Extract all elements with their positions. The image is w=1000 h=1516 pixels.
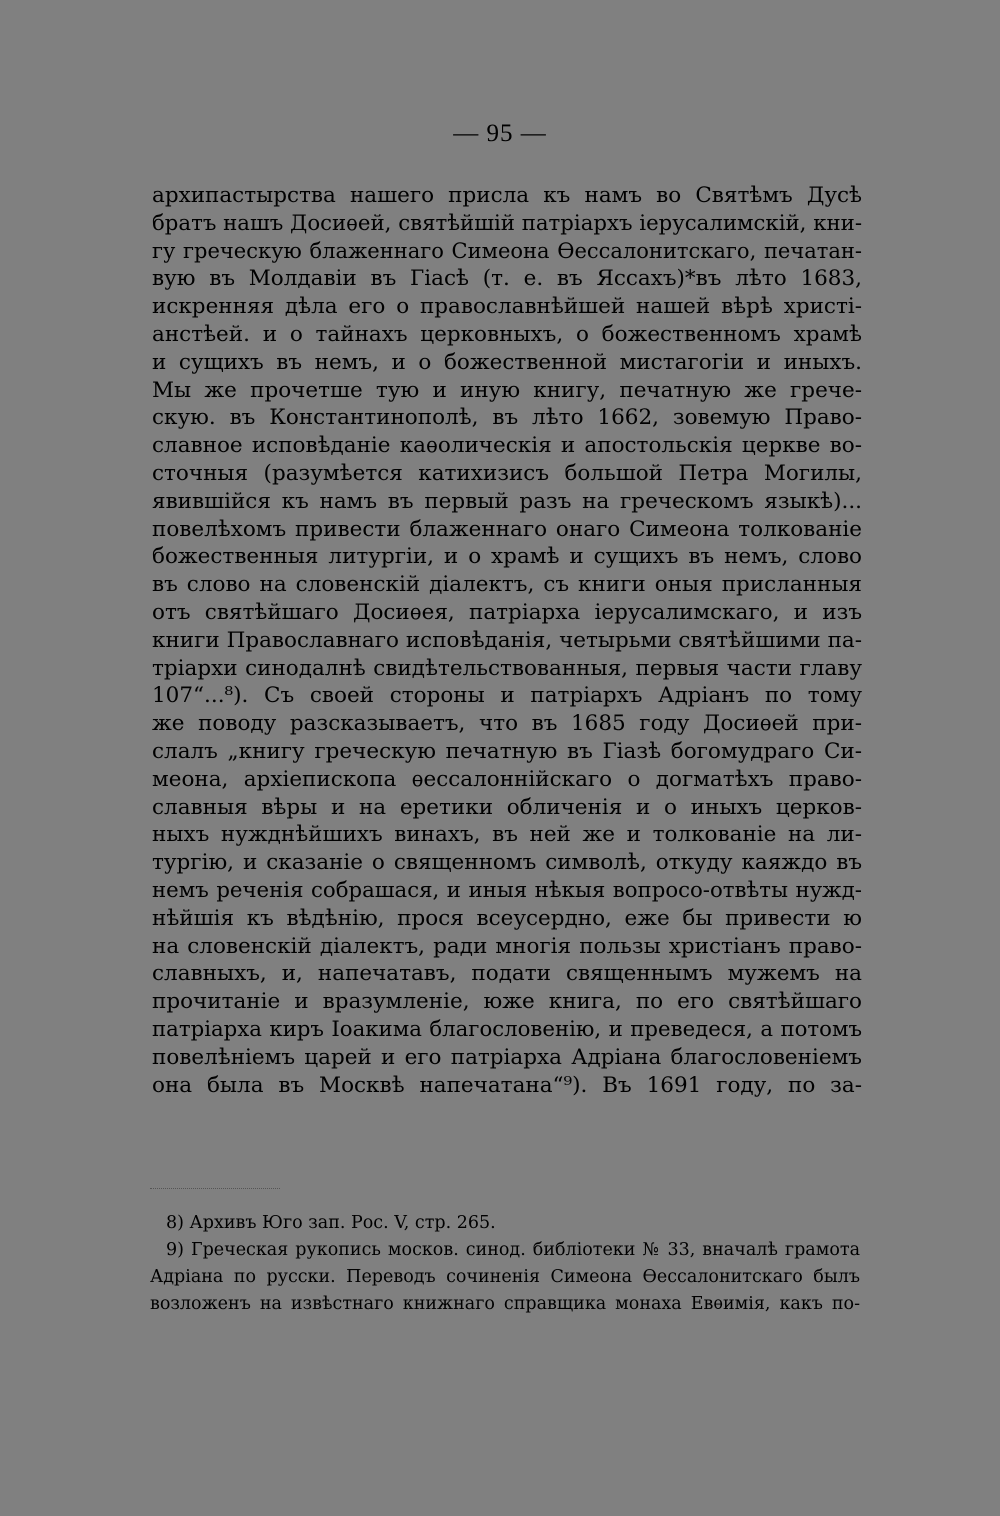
body-line: вую въ Молдавіи въ Гіасѣ (т. е. въ Яссахъ)*въ лѣто 1683, bbox=[152, 266, 862, 292]
body-line: меона, архіепископа ѳессалоннійскаго о догматѣхъ право- bbox=[152, 766, 862, 792]
footnote-separator bbox=[150, 1188, 280, 1189]
body-line: немъ реченія собрашася, и иныя нѣкыя вопросо-отвѣты нужд- bbox=[152, 877, 862, 903]
body-line: тріархи синодалнѣ свидѣтельствованныя, первыя части главу bbox=[152, 655, 862, 681]
body-line: братъ нашъ Досиѳей, святѣйшій патріархъ іерусалимскій, кни- bbox=[152, 210, 862, 236]
body-line: божественныя литургіи, и о храмѣ и сущихъ въ немъ, слово bbox=[152, 544, 862, 570]
body-line: архипастырства нашего присла къ намъ во Святѣмъ Дусѣ bbox=[152, 183, 862, 208]
body-line: книги Православнаго исповѣданія, четырьми святѣйшими па- bbox=[152, 627, 862, 653]
body-line: въ слово на словенскій діалектъ, съ книги оныя присланныя bbox=[152, 572, 862, 598]
body-line: гу греческую блаженнаго Симеона Ѳессалонитскаго, печатан- bbox=[152, 238, 862, 263]
body-line: нѣйшія къ вѣдѣнію, прося всеусердно, еже бы привести ю bbox=[152, 905, 862, 931]
body-line: Мы же прочетше тую и иную книгу, печатную же грече- bbox=[152, 377, 862, 403]
body-line: сточныя (разумѣется катихизисъ большой Петра Могилы, bbox=[152, 460, 862, 486]
body-line: тургію, и сказаніе о священномъ символѣ, откуду каяждо въ bbox=[152, 850, 862, 876]
body-line: 107“...⁸). Съ своей стороны и патріархъ Адріанъ по тому bbox=[152, 683, 862, 709]
footnote-9-continued: возложенъ на извѣстнаго книжнаго справщика монаха Евѳимія, какъ по- bbox=[150, 1294, 860, 1314]
body-line: славныхъ, и, напечатавъ, подати священнымъ мужемъ на bbox=[152, 961, 862, 987]
body-line: явившійся къ намъ въ первый разъ на греческомъ языкѣ)... bbox=[152, 488, 862, 514]
body-line: же поводу разсказываетъ, что въ 1685 году Досиѳей при- bbox=[152, 711, 862, 737]
body-line: патріарха киръ Іоакима благословенію, и преведеся, а потомъ bbox=[152, 1016, 862, 1042]
footnote-9-continued: Адріана по русски. Переводъ сочиненія Симеона Ѳессалонитскаго былъ bbox=[150, 1267, 860, 1287]
body-line: славное исповѣданіе каѳолическія и апостольскія церкве во- bbox=[152, 433, 862, 459]
body-line: отъ святѣйшаго Досиѳея, патріарха іерусалимскаго, и изъ bbox=[152, 599, 862, 625]
body-line: и сущихъ въ немъ, и о божественной мистагогіи и иныхъ. bbox=[152, 349, 862, 375]
body-line: прочитаніе и вразумленіе, юже книга, по его святѣйшаго bbox=[152, 989, 862, 1015]
page-number: — 95 — bbox=[453, 120, 547, 147]
body-line: скую. въ Константинополѣ, въ лѣто 1662, зовемую Право- bbox=[152, 405, 862, 431]
footnotes bbox=[150, 1210, 860, 1318]
body-text bbox=[152, 182, 862, 1099]
body-line: ныхъ нужднѣйшихъ винахъ, въ ней же и толкованіе на ли- bbox=[152, 822, 862, 848]
body-line: анстѣей. и о тайнахъ церковныхъ, о божественномъ храмѣ bbox=[152, 321, 862, 347]
footnote-8: 8) Архивъ Юго зап. Рос. V, стр. 265. bbox=[166, 1213, 496, 1233]
footnote-9: 9) Греческая рукопись москов. синод. библіотеки № 33, вначалѣ грамота bbox=[166, 1240, 860, 1260]
body-line: на словенскій діалектъ, ради многія пользы христіанъ право- bbox=[152, 933, 862, 959]
body-line: искренняя дѣла его о православнѣйшей нашей вѣрѣ христі- bbox=[152, 294, 862, 320]
body-line: повелѣхомъ привести блаженнаго онаго Симеона толкованіе bbox=[152, 516, 862, 542]
body-line: славныя вѣры и на еретики обличенія и о иныхъ церков- bbox=[152, 794, 862, 820]
body-line: повелѣніемъ царей и его патріарха Адріана благословеніемъ bbox=[152, 1044, 862, 1070]
body-line: она была въ Москвѣ напечатана“⁹). Въ 1691 году, по за- bbox=[152, 1072, 862, 1098]
body-line: слалъ „книгу греческую печатную въ Гіазѣ богомудраго Си- bbox=[152, 738, 862, 764]
